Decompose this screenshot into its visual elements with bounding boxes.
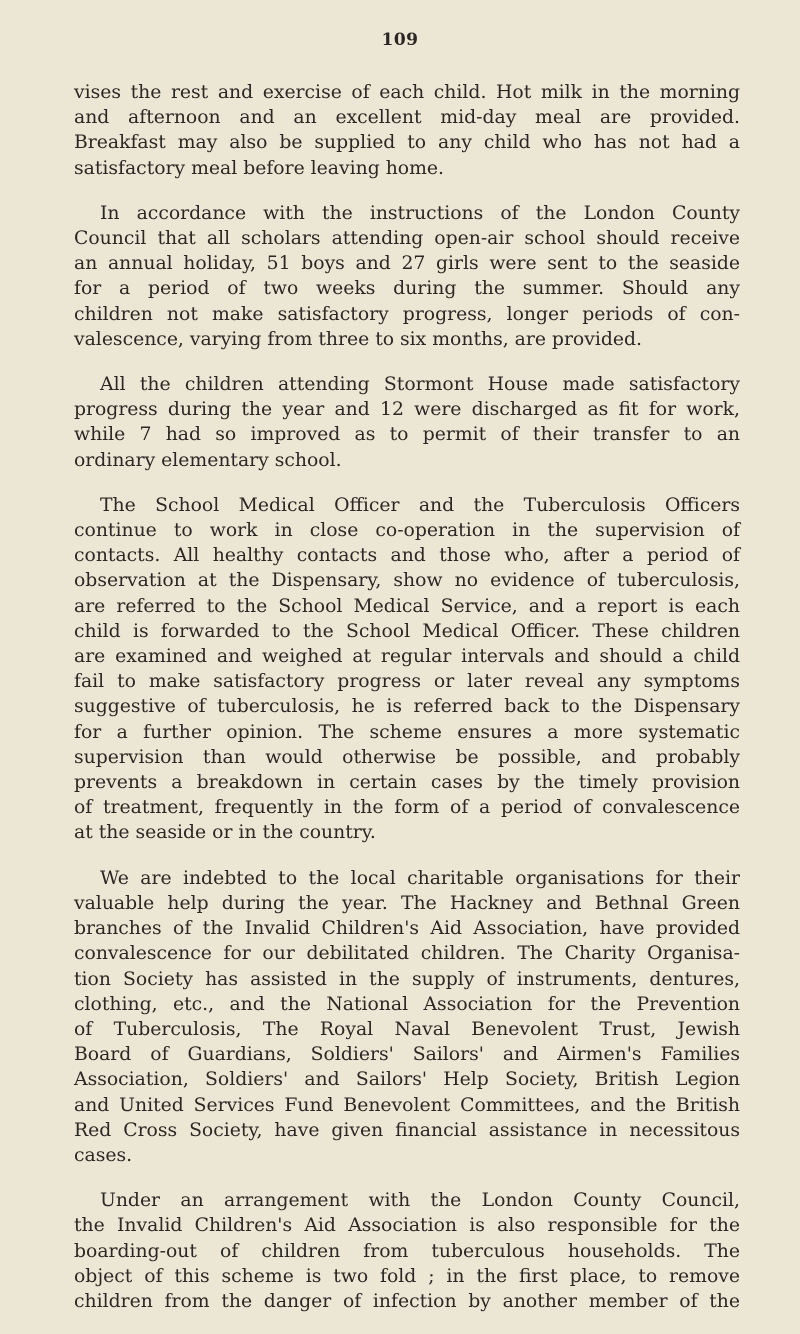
text-line: Breakfast may also be supplied to any child who has not had a	[74, 132, 740, 154]
text-line: progress during the year and 12 were discharged as fit for work,	[74, 399, 740, 421]
paragraph-3	[74, 372, 740, 473]
text-line: while 7 had so improved as to permit of their transfer to an	[74, 424, 740, 446]
text-line: In accordance with the instructions of the London County	[100, 202, 740, 224]
text-line: All the children attending Stormont House made satisfactory	[100, 374, 740, 396]
text-line: continue to work in close co-operation in the supervision of	[74, 520, 740, 542]
paragraph-4	[74, 493, 740, 846]
text-line: of Tuberculosis, The Royal Naval Benevolent Trust, Jewish	[74, 1018, 740, 1040]
text-line: Board of Guardians, Soldiers' Sailors' and Airmen's Families	[74, 1044, 740, 1066]
text-line: convalescence for our debilitated children. The Charity Organisa-	[74, 943, 740, 965]
text-line: children from the danger of infection by another member of the	[74, 1290, 740, 1312]
text-line: children not make satisfactory progress, longer periods of con-	[74, 303, 740, 325]
paragraph-1	[74, 80, 740, 181]
text-line: satisfactory meal before leaving home.	[74, 157, 444, 179]
text-line: Under an arrangement with the London County Council,	[100, 1190, 740, 1212]
text-line: an annual holiday, 51 boys and 27 girls were sent to the seaside	[74, 253, 740, 275]
text-line: and United Services Fund Benevolent Committees, and the British	[74, 1094, 740, 1116]
text-line: branches of the Invalid Children's Aid Association, have provided	[74, 918, 740, 940]
text-line: of treatment, frequently in the form of a period of convalescence	[74, 797, 740, 819]
text-line: vises the rest and exercise of each child. Hot milk in the morning	[74, 82, 740, 103]
text-line: supervision than would otherwise be possible, and probably	[74, 746, 740, 768]
text-line: for a period of two weeks during the summer. Should any	[74, 278, 740, 300]
text-line: Red Cross Society, have given financial assistance in necessitous	[74, 1119, 740, 1141]
text-line: object of this scheme is two fold ; in the first place, to remove	[74, 1265, 740, 1287]
paragraph-2	[74, 201, 740, 352]
paragraph-6	[74, 1188, 740, 1314]
text-line: and afternoon and an excellent mid-day meal are provided.	[74, 107, 740, 129]
text-line: Council that all scholars attending open-air school should receive	[74, 228, 740, 250]
text-line: suggestive of tuberculosis, he is referred back to the Dispensary	[74, 696, 740, 718]
text-line: are referred to the School Medical Service, and a report is each	[74, 595, 740, 617]
text-line: Association, Soldiers' and Sailors' Help Society, British Legion	[74, 1069, 740, 1091]
text-line: ordinary elementary school.	[74, 449, 342, 471]
page-number: 109	[381, 30, 419, 50]
text-line: valuable help during the year. The Hackney and Bethnal Green	[74, 892, 740, 914]
text-line: boarding-out of children from tuberculous households. The	[74, 1240, 740, 1262]
text-line: clothing, etc., and the National Association for the Prevention	[74, 993, 740, 1015]
text-line: cases.	[74, 1144, 133, 1166]
paragraph-5	[74, 866, 740, 1168]
text-line: valescence, varying from three to six months, are provided.	[74, 328, 642, 350]
text-line: observation at the Dispensary, show no evidence of tuberculosis,	[74, 570, 740, 592]
text-line: are examined and weighed at regular intervals and should a child	[74, 646, 740, 668]
text-line: fail to make satisfactory progress or later reveal any symptoms	[74, 671, 740, 693]
text-line: at the seaside or in the country.	[74, 822, 376, 844]
text-line: child is forwarded to the School Medical Officer. These children	[74, 620, 740, 642]
text-line: The School Medical Officer and the Tuberculosis Officers	[100, 494, 740, 516]
text-line: for a further opinion. The scheme ensures a more systematic	[74, 721, 740, 743]
text-line: prevents a breakdown in certain cases by the timely provision	[74, 772, 740, 794]
text-line: We are indebted to the local charitable organisations for their	[100, 867, 740, 889]
text-line: contacts. All healthy contacts and those who, after a period of	[74, 545, 740, 567]
text-line: tion Society has assisted in the supply of instruments, dentures,	[74, 968, 740, 990]
body-text	[74, 80, 740, 1334]
text-line: the Invalid Children's Aid Association is also responsible for the	[74, 1215, 740, 1237]
